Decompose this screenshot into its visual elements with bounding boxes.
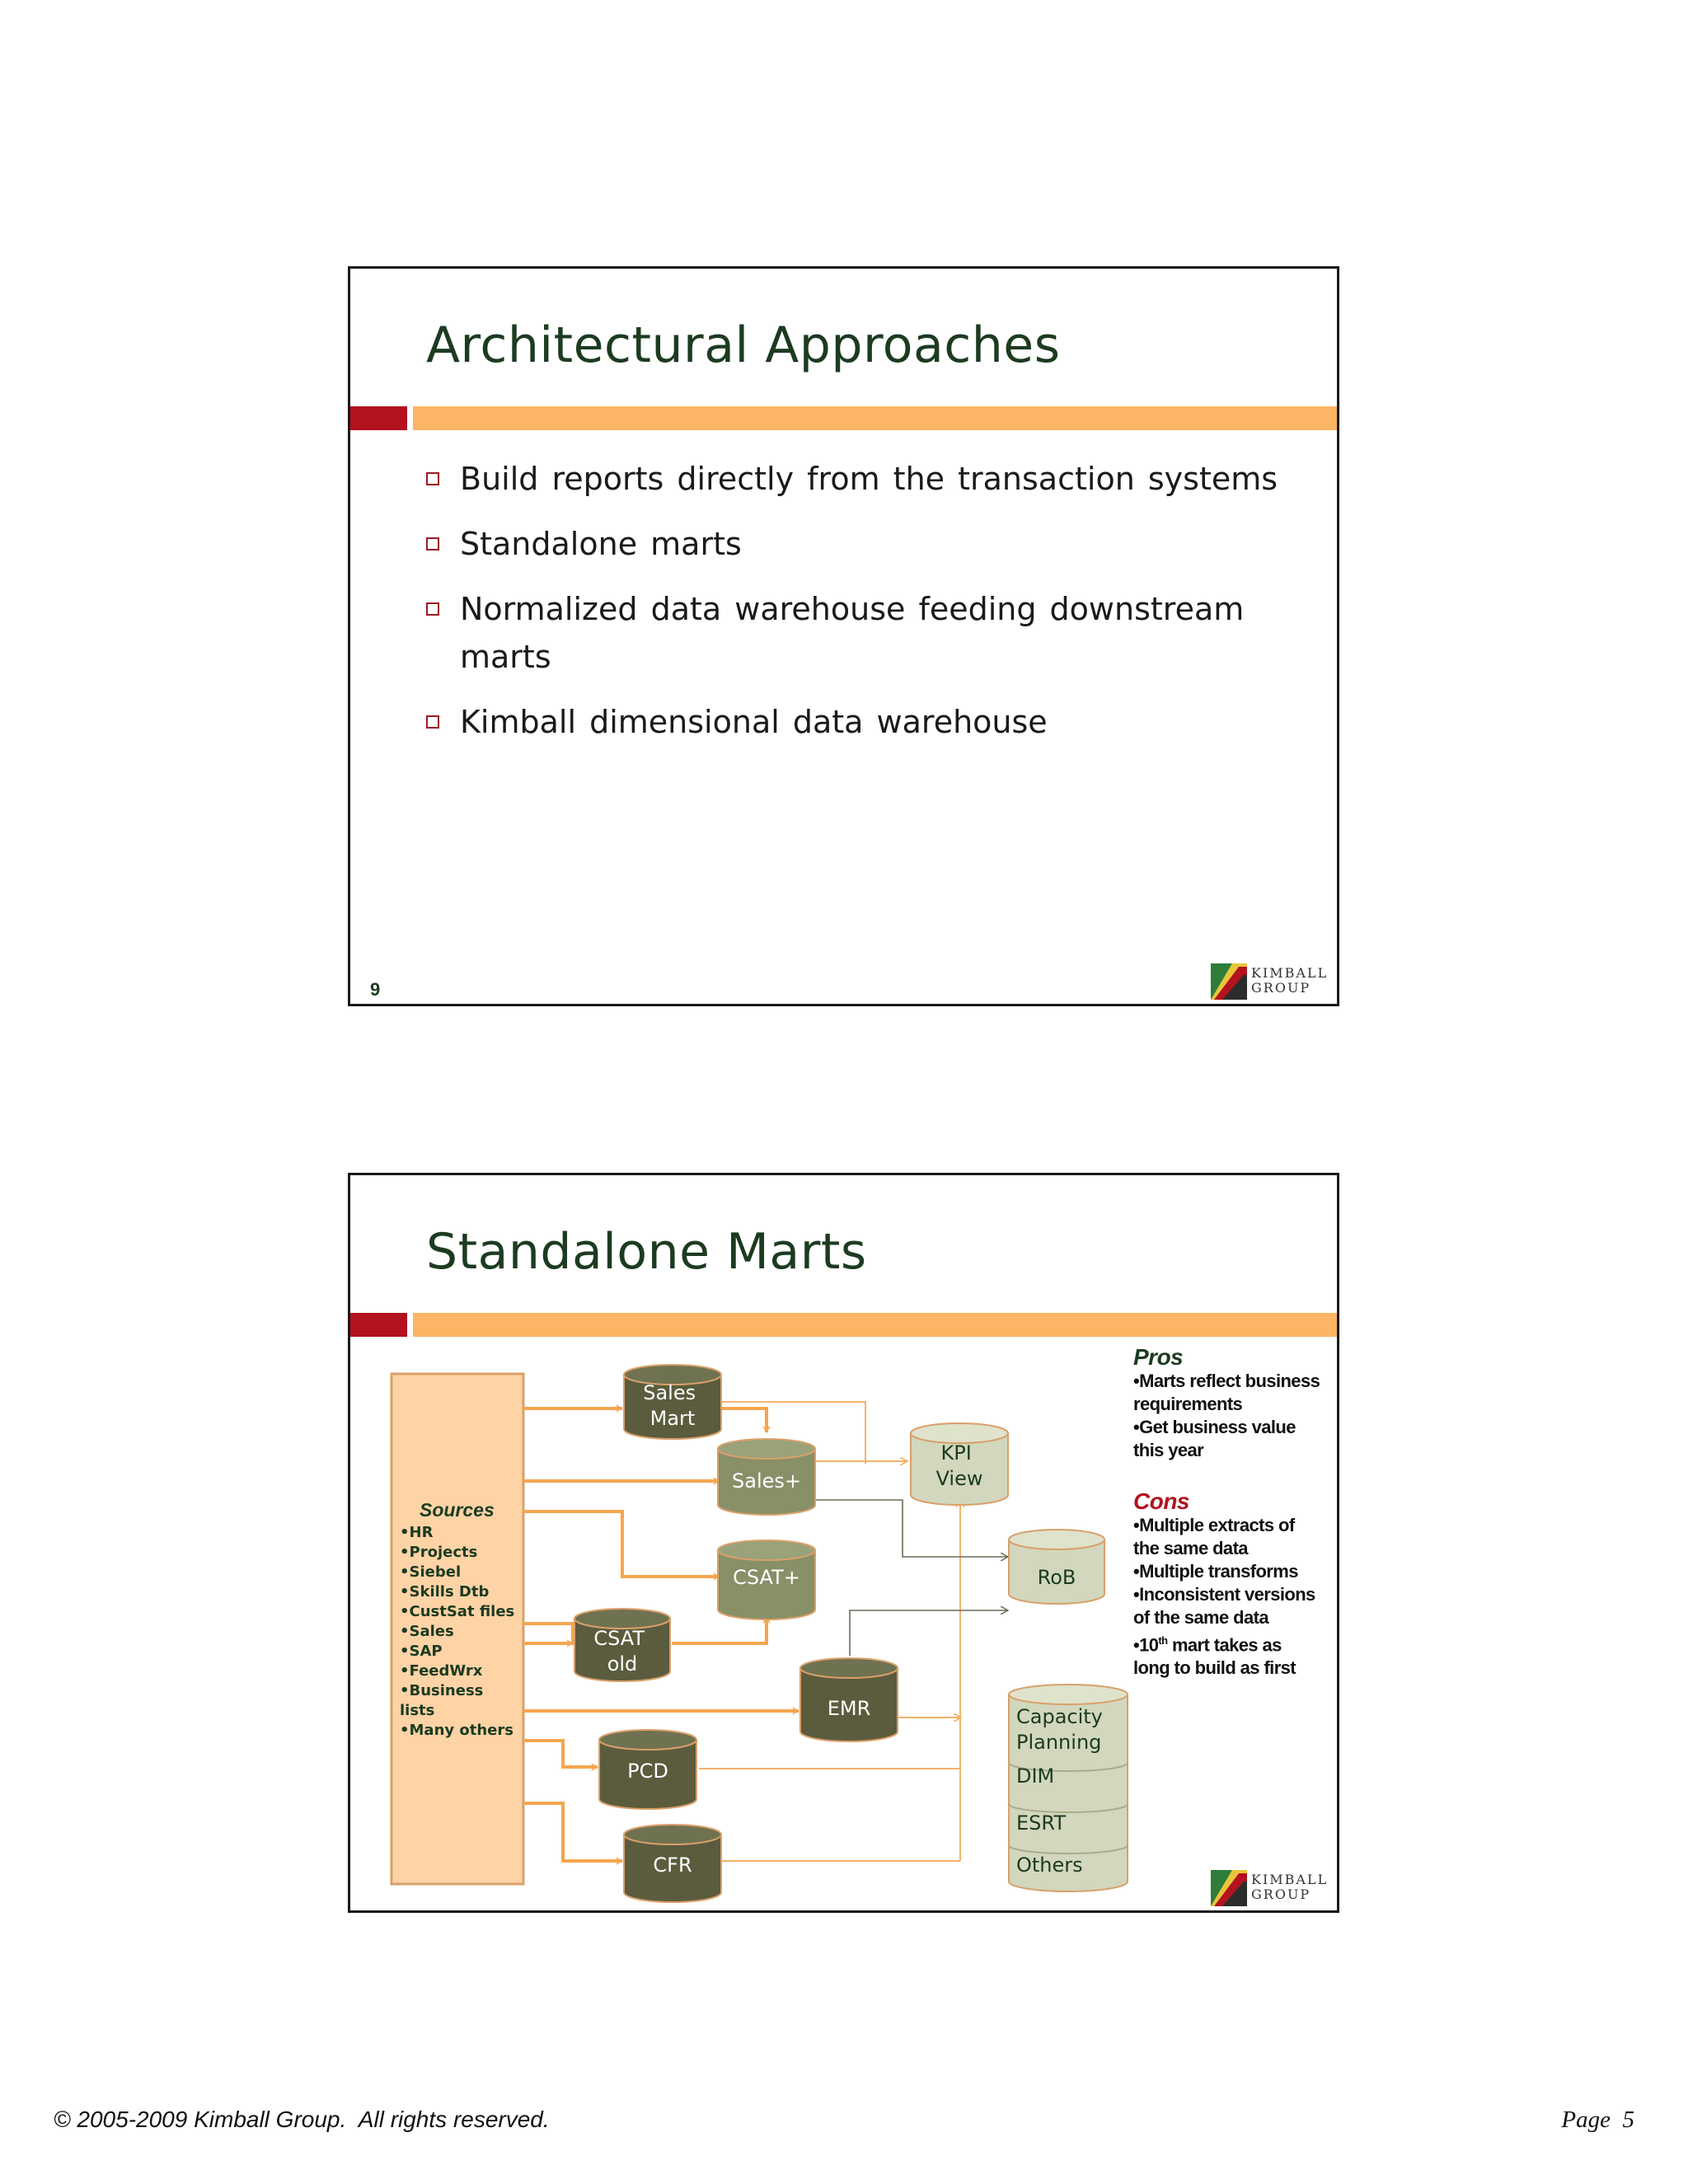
cons-heading: Cons: [1133, 1488, 1189, 1514]
stack-label: Planning: [1016, 1731, 1102, 1754]
logo-line-2: GROUP: [1251, 1886, 1311, 1902]
square-bullet-icon: [426, 602, 439, 616]
logo-text: [1251, 1872, 1328, 1902]
stack-label: DIM: [1016, 1765, 1055, 1788]
pros-line: •Marts reflect business: [1133, 1371, 1320, 1391]
slide-title: Architectural Approaches: [426, 316, 1061, 374]
arrow-to-csat-old-stub: [523, 1624, 573, 1643]
arrow-to-csat-plus: [523, 1511, 720, 1577]
arrow-to-pcd: [523, 1741, 598, 1767]
cons-line: the same data: [1133, 1538, 1248, 1558]
pros-line: this year: [1133, 1440, 1204, 1460]
cylinder-csat-plus: [718, 1540, 815, 1619]
kimball-group-logo: [1211, 963, 1333, 1000]
pros-line: requirements: [1133, 1394, 1243, 1414]
cylinder-label: RoB: [1037, 1566, 1076, 1589]
title-accent-orange-bar: [413, 406, 1337, 430]
kimball-logo-icon: [1211, 963, 1247, 1000]
stack-label: ESRT: [1016, 1811, 1066, 1835]
cylinder-pcd: [599, 1730, 696, 1809]
source-item: •Projects: [400, 1544, 478, 1561]
pros-line: •Get business value: [1133, 1417, 1296, 1437]
cylinder-label: EMR: [827, 1697, 871, 1720]
sources-box: [392, 1374, 523, 1884]
cylinder-sales-mart: [624, 1365, 721, 1439]
cons-line: [1133, 1629, 1339, 1657]
cons-line: •Multiple extracts of: [1133, 1515, 1295, 1535]
source-item: •Sales: [400, 1623, 454, 1640]
bullet-text: Standalone marts: [460, 526, 742, 562]
slide-standalone-marts: [348, 1173, 1339, 1913]
cons-line: •Inconsistent versions: [1133, 1584, 1315, 1605]
cylinder-sales-plus: [718, 1439, 815, 1515]
source-item: •FeedWrx: [400, 1662, 483, 1680]
footer-copyright: © 2005-2009 Kimball Group. All rights reserved.: [54, 2107, 550, 2132]
cons-line: of the same data: [1133, 1607, 1269, 1628]
cylinder-cfr: [624, 1825, 721, 1902]
bullet-item: [426, 698, 1283, 746]
cons-tenth-prefix: •10: [1133, 1634, 1159, 1656]
arrow-salesmart-salesplus: [721, 1408, 767, 1432]
source-item: •CustSat files: [400, 1603, 515, 1620]
source-item: •HR: [400, 1524, 434, 1541]
square-bullet-icon: [426, 715, 439, 729]
cylinder-label: View: [935, 1467, 983, 1490]
cons-panel: [1133, 1489, 1339, 1680]
square-bullet-icon: [426, 472, 439, 485]
bullet-text: Kimball dimensional data warehouse: [460, 704, 1048, 740]
cylinder-label: PCD: [627, 1760, 668, 1783]
square-bullet-icon: [426, 537, 439, 551]
kimball-logo-icon: [1211, 1870, 1247, 1906]
cylinder-label: CSAT: [593, 1627, 645, 1650]
cons-line: •Multiple transforms: [1133, 1561, 1298, 1582]
slide-number: 9: [370, 979, 381, 1000]
logo-text: [1251, 966, 1328, 996]
footer-page-number: Page 5: [1561, 2107, 1634, 2133]
cylinder-label: CSAT+: [733, 1566, 800, 1589]
cylinder-emr: [800, 1658, 898, 1741]
sources-heading: Sources: [420, 1499, 495, 1521]
bullet-text: Normalized data warehouse feeding downstream marts: [460, 591, 1245, 675]
source-item: •Siebel: [400, 1563, 462, 1581]
bullet-list: [426, 455, 1283, 763]
logo-line-2: GROUP: [1251, 980, 1311, 996]
gray-connectors: [815, 1500, 1007, 1656]
cylinder-kpi-view: [911, 1423, 1008, 1505]
logo-line-1: KIMBALL: [1251, 965, 1329, 981]
source-item: •Business: [400, 1682, 484, 1699]
cylinder-csat-old: [574, 1609, 670, 1681]
cons-line: long to build as first: [1133, 1657, 1296, 1679]
kimball-group-logo: [1211, 1870, 1333, 1906]
source-item: lists: [400, 1702, 435, 1719]
bullet-item: [426, 520, 1283, 568]
cylinder-label: Mart: [649, 1407, 696, 1430]
connector-salesplus-rob: [815, 1500, 1007, 1557]
slide-architectural-approaches: [348, 266, 1339, 1006]
cons-tenth-suffix: mart takes as: [1167, 1634, 1282, 1656]
stack-label: Capacity: [1016, 1705, 1103, 1728]
pros-heading: Pros: [1133, 1344, 1184, 1370]
bullet-text: Build reports directly from the transaction systems: [460, 461, 1278, 497]
bullet-item: [426, 455, 1283, 503]
stacked-cylinder: [1009, 1685, 1128, 1891]
source-item: •Skills Dtb: [400, 1583, 490, 1601]
stack-label: Others: [1016, 1854, 1083, 1877]
cylinder-label: KPI: [940, 1441, 972, 1465]
cylinder-rob: [1009, 1530, 1104, 1604]
source-item: •SAP: [400, 1643, 443, 1660]
cylinder-label: CFR: [653, 1854, 692, 1877]
connector-emr-rob: [850, 1610, 1007, 1656]
cylinder-label: Sales: [643, 1381, 696, 1404]
logo-line-1: KIMBALL: [1251, 1872, 1329, 1887]
bullet-item: [426, 585, 1283, 681]
title-accent-red-bar: [350, 406, 407, 430]
cylinder-label: Sales+: [732, 1469, 801, 1493]
slide-title: Standalone Marts: [426, 1223, 867, 1281]
arrow-to-cfr: [523, 1803, 622, 1861]
arrow-csatold-csatplus: [672, 1617, 767, 1643]
pros-panel: [1133, 1345, 1339, 1462]
cylinder-label: old: [607, 1652, 638, 1675]
cons-tenth-sup: th: [1158, 1634, 1168, 1647]
source-item: •Many others: [400, 1722, 513, 1739]
